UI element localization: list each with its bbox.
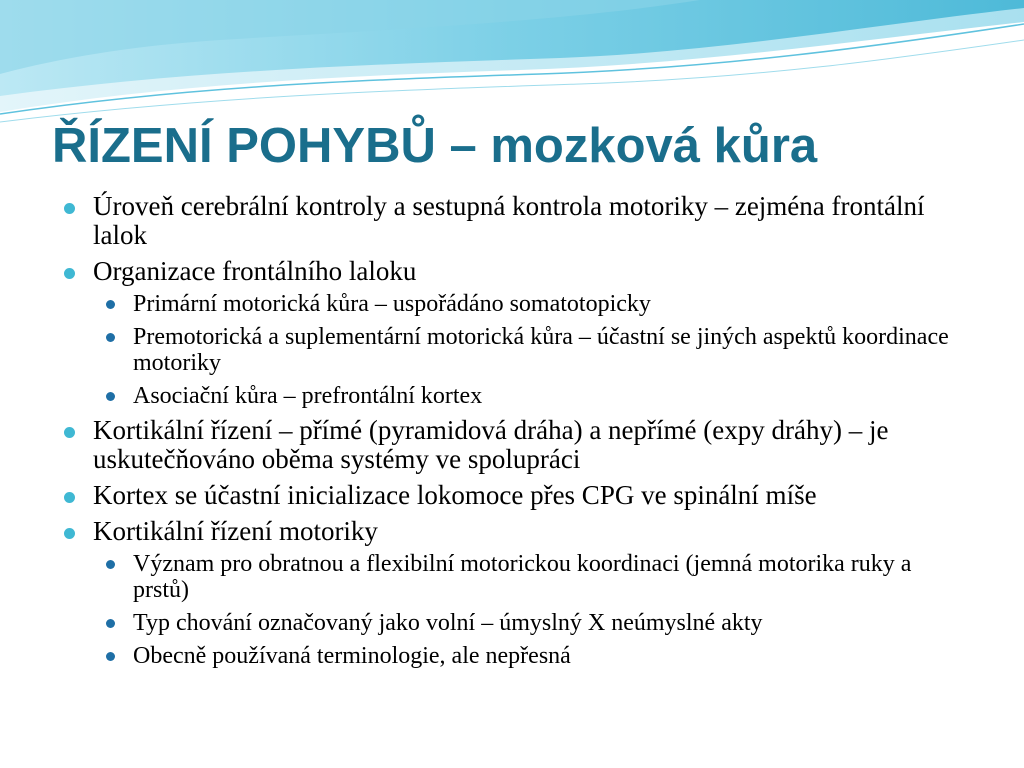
sub-bullet-dot-icon	[106, 300, 115, 309]
bullet-text: Kortikální řízení motoriky	[93, 516, 378, 546]
bullet-item	[64, 257, 964, 409]
sub-bullet-item	[104, 643, 964, 669]
bullet-dot-icon	[64, 427, 75, 438]
sub-bullet-text: Obecně používaná terminologie, ale nepřesná	[133, 643, 571, 669]
sub-bullet-item	[104, 383, 964, 409]
bullet-item	[64, 416, 964, 474]
sub-bullet-item	[104, 324, 964, 376]
sub-bullet-dot-icon	[106, 392, 115, 401]
sub-bullet-text: Asociační kůra – prefrontální kortex	[133, 383, 483, 409]
sub-bullet-text: Premotorická a suplementární motorická kůra – účastní se jiných aspektů koordinace motoriky	[133, 324, 949, 376]
bullet-dot-icon	[64, 203, 75, 214]
sub-bullet-text: Primární motorická kůra – uspořádáno somatotopicky	[133, 291, 651, 317]
bullet-dot-icon	[64, 268, 75, 279]
sub-bullet-list	[93, 551, 964, 669]
sub-bullet-item	[104, 551, 964, 603]
sub-bullet-text: Typ chování označovaný jako volní – úmyslný X neúmyslné akty	[133, 610, 763, 636]
bullet-text: Kortikální řízení – přímé (pyramidová dráha) a nepřímé (expy dráhy) – je uskutečňováno oběma systémy ve spolupráci	[93, 415, 889, 474]
bullet-dot-icon	[64, 528, 75, 539]
bullet-item	[64, 481, 964, 510]
bullet-text: Kortex se účastní inicializace lokomoce přes CPG ve spinální míše	[93, 480, 817, 510]
bullet-text: Organizace frontálního laloku	[93, 256, 417, 286]
sub-bullet-dot-icon	[106, 619, 115, 628]
sub-bullet-item	[104, 610, 964, 636]
slide-title: ŘÍZENÍ POHYBŮ – mozková kůra	[52, 119, 818, 173]
sub-bullet-item	[104, 291, 964, 317]
sub-bullet-dot-icon	[106, 652, 115, 661]
sub-bullet-text: Význam pro obratnou a flexibilní motorickou koordinaci (jemná motorika ruky a prstů)	[133, 551, 912, 603]
bullet-list	[64, 192, 964, 669]
bullet-text: Úroveň cerebrální kontroly a sestupná kontrola motoriky – zejména frontální lalok	[93, 191, 925, 250]
sub-bullet-list	[93, 291, 964, 409]
sub-bullet-dot-icon	[106, 560, 115, 569]
bullet-dot-icon	[64, 492, 75, 503]
sub-bullet-dot-icon	[106, 333, 115, 342]
bullet-item	[64, 192, 964, 250]
bullet-item	[64, 517, 964, 669]
